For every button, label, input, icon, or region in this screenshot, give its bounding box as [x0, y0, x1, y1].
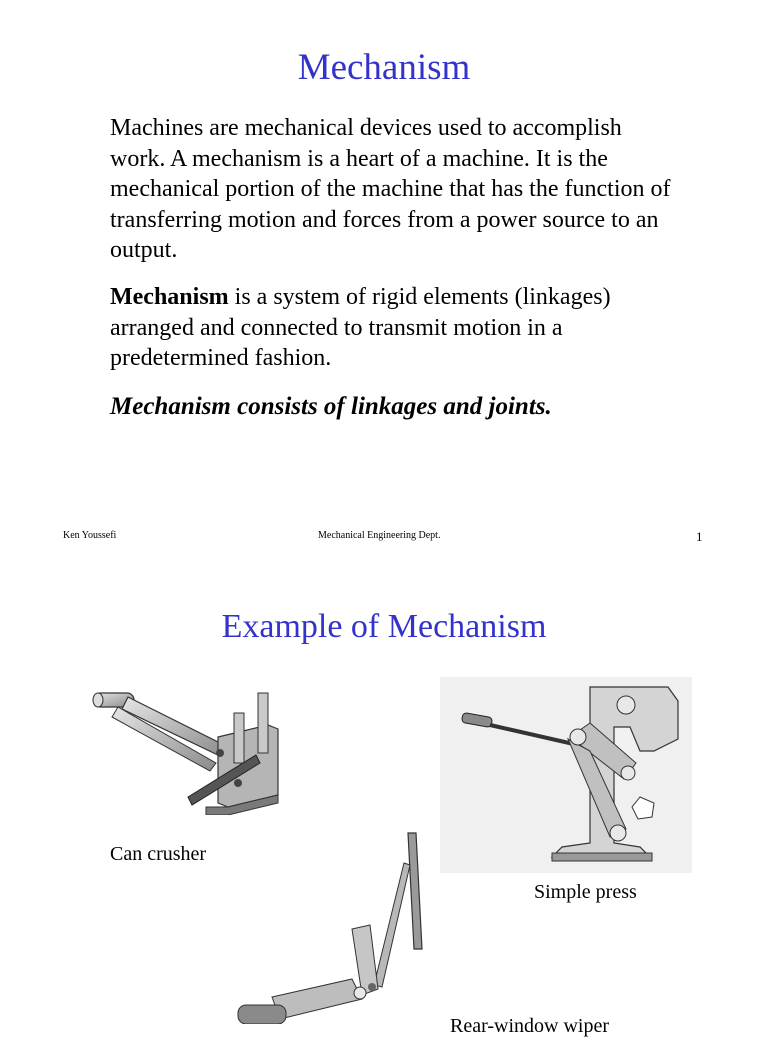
emphasis-statement: Mechanism consists of linkages and joints.	[110, 393, 552, 420]
page-number: 1	[696, 529, 703, 544]
intro-paragraph: Machines are mechanical devices used to accomplish work. A mechanism is a heart of a machine. It is the mechanical portion of the machine that has the function of transferring motion and forces from a power source to an output.	[110, 115, 671, 263]
slide-title: Mechanism	[297, 47, 471, 88]
caption-wiper: Rear-window wiper	[450, 1015, 609, 1037]
caption-simple-press: Simple press	[534, 881, 637, 903]
simple-press-illustration	[440, 677, 692, 873]
wiper-illustration	[232, 829, 432, 1024]
definition-paragraph	[110, 282, 680, 374]
slide-2	[0, 555, 768, 1037]
slide-title: Example of Mechanism	[221, 608, 547, 645]
caption-can-crusher: Can crusher	[110, 843, 207, 865]
definition-text: is a system of rigid elements (linkages) arranged and connected to transmit motion in a predetermined fashion.	[110, 284, 611, 371]
definition-term: Mechanism	[110, 284, 229, 310]
can-crusher-illustration	[88, 685, 288, 815]
footer-author: Ken Youssefi	[63, 530, 117, 541]
footer-department: Mechanical Engineering Dept.	[318, 530, 441, 541]
